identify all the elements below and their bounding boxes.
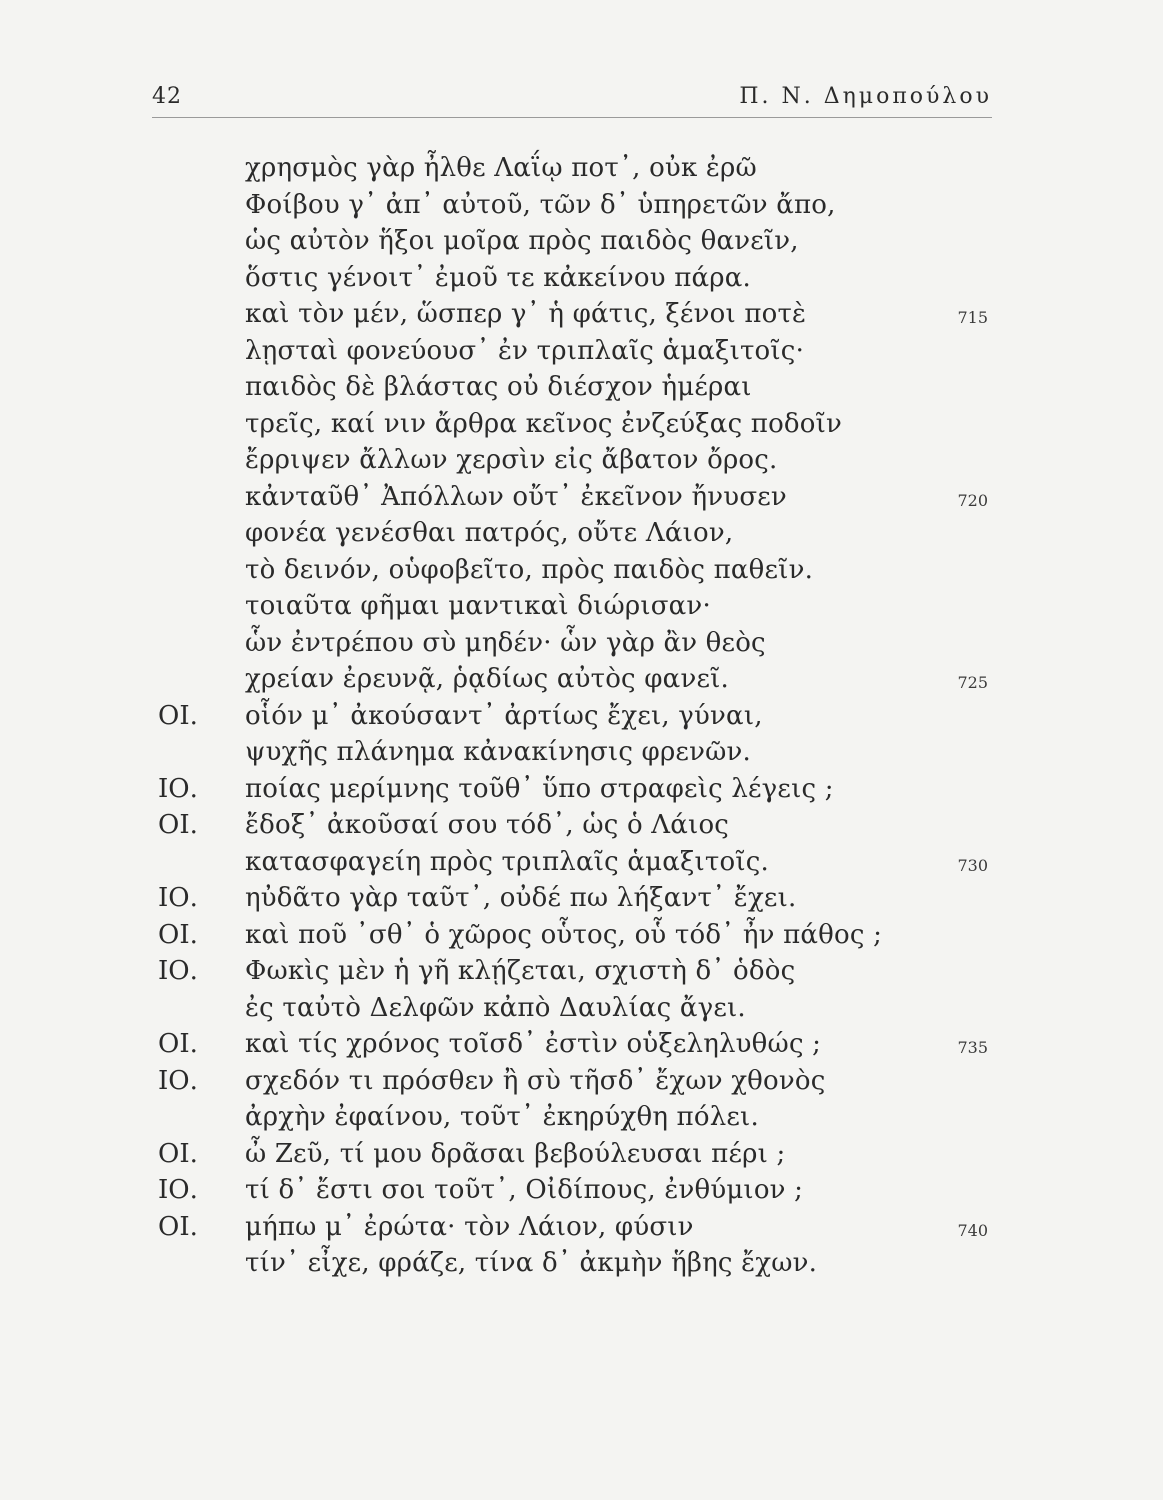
verse-text: τὸ δεινόν, οὑφοβεῖτο, πρὸς παιδὸς παθεῖν. <box>245 554 814 585</box>
verse-line <box>0 734 1163 771</box>
verse-text: καὶ ποῦ ᾽σθ᾽ ὁ χῶρος οὗτος, οὗ τόδ᾽ ἦν πάθος ; <box>245 919 883 950</box>
line-number: 720 <box>957 490 988 510</box>
verse-text: κἀνταῦθ᾽ Ἀπόλλων οὔτ᾽ ἐκεῖνον ἤνυσεν <box>245 481 787 512</box>
verse-line <box>0 807 1163 844</box>
verse-text: ποίας μερίμνης τοῦθ᾽ ὕπο στραφεὶς λέγεις ; <box>245 773 834 804</box>
speaker-label: ΟΙ. <box>158 810 198 840</box>
speaker-label: ΙΟ. <box>158 956 198 986</box>
verse-line <box>0 150 1163 187</box>
verse-text: Φοίβου γ᾽ ἀπ᾽ αὐτοῦ, τῶν δ᾽ ὑπηρετῶν ἄπο, <box>245 189 836 220</box>
speaker-label: ΟΙ. <box>158 1211 198 1242</box>
verse-line <box>0 1026 1163 1063</box>
line-number: 725 <box>957 673 988 692</box>
verse-text: χρησμὸς γὰρ ἦλθε Λαΐῳ ποτ᾽, οὐκ ἐρῶ <box>245 153 757 183</box>
verse-line <box>0 1245 1163 1282</box>
running-head: Π. Ν. Δημοπούλου <box>739 84 992 109</box>
verse-text: ὅστις γένοιτ᾽ ἐμοῦ τε κἀκείνου πάρα. <box>245 262 752 293</box>
verse-text: ἔδοξ᾽ ἀκοῦσαί σου τόδ᾽, ὡς ὁ Λάιος <box>245 810 730 840</box>
verse-line <box>0 1209 1163 1246</box>
verse-text: ἀρχὴν ἐφαίνου, τοῦτ᾽ ἐκηρύχθη πόλει. <box>245 1102 759 1132</box>
verse-line <box>0 369 1163 406</box>
verse-text: φονέα γενέσθαι πατρός, οὔτε Λάιον, <box>245 518 734 548</box>
header-rule <box>152 117 992 118</box>
verse-line <box>0 442 1163 479</box>
verse-text: χρείαν ἐρευνᾷ, ῥᾳδίως αὐτὸς φανεῖ. <box>245 664 729 694</box>
verse-line <box>0 990 1163 1027</box>
verse-line <box>0 661 1163 698</box>
page-header <box>152 84 992 118</box>
verse-body <box>0 150 1163 1282</box>
verse-text: ὡς αὐτὸν ἥξοι μοῖρα πρὸς παιδὸς θανεῖν, <box>245 226 799 256</box>
speaker-label: ΙΟ. <box>158 1175 198 1205</box>
speaker-label: ΙΟ. <box>158 1065 198 1096</box>
verse-text: κατασφαγείη πρὸς τριπλαῖς ἁμαξιτοῖς. <box>245 846 769 877</box>
verse-line <box>0 187 1163 224</box>
verse-line <box>0 698 1163 735</box>
verse-line <box>0 479 1163 516</box>
speaker-label: ΙΟ. <box>158 883 198 913</box>
verse-line <box>0 953 1163 990</box>
verse-line <box>0 917 1163 954</box>
verse-line <box>0 844 1163 881</box>
speaker-label: ΟΙ. <box>158 1029 198 1059</box>
verse-line <box>0 552 1163 589</box>
verse-text: ὧν ἐντρέπου σὺ μηδέν· ὧν γὰρ ἂν θεὸς <box>245 627 766 658</box>
line-number: 735 <box>957 1038 988 1057</box>
verse-text: σχεδόν τι πρόσθεν ἢ σὺ τῆσδ᾽ ἔχων χθονὸς <box>245 1065 826 1096</box>
speaker-label: ΙΟ. <box>158 773 198 804</box>
verse-line <box>0 1099 1163 1136</box>
verse-line <box>0 333 1163 370</box>
verse-text: καὶ τίς χρόνος τοῖσδ᾽ ἐστὶν οὑξεληλυθώς ; <box>245 1029 822 1059</box>
speaker-label: ΟΙ. <box>158 1138 198 1169</box>
verse-text: τοιαῦτα φῆμαι μαντικαὶ διώρισαν· <box>245 591 711 621</box>
line-number: 715 <box>957 308 988 327</box>
line-number: 740 <box>957 1220 988 1240</box>
verse-line <box>0 296 1163 333</box>
verse-line <box>0 260 1163 297</box>
verse-line <box>0 1172 1163 1209</box>
verse-line <box>0 1136 1163 1173</box>
page-number: 42 <box>152 84 182 109</box>
verse-line <box>0 1063 1163 1100</box>
verse-text: τί δ᾽ ἔστι σοι τοῦτ᾽, Οἰδίπους, ἐνθύμιον ; <box>245 1175 804 1205</box>
verse-text: ἐς ταὐτὸ Δελφῶν κἀπὸ Δαυλίας ἄγει. <box>245 992 746 1023</box>
verse-line <box>0 625 1163 662</box>
verse-text: ψυχῆς πλάνημα κἀνακίνησις φρενῶν. <box>245 737 751 767</box>
verse-text: Φωκὶς μὲν ἡ γῆ κλῄζεται, σχιστὴ δ᾽ ὁδὸς <box>245 956 796 986</box>
verse-line <box>0 771 1163 808</box>
verse-line <box>0 223 1163 260</box>
verse-text: μήπω μ᾽ ἐρώτα· τὸν Λάιον, φύσιν <box>245 1211 694 1242</box>
verse-line <box>0 880 1163 917</box>
line-number: 730 <box>957 855 988 875</box>
verse-text: οἷόν μ᾽ ἀκούσαντ᾽ ἀρτίως ἔχει, γύναι, <box>245 700 763 731</box>
verse-text: λῃσταὶ φονεύουσ᾽ ἐν τριπλαῖς ἁμαξιτοῖς· <box>245 335 805 366</box>
speaker-label: ΟΙ. <box>158 700 198 731</box>
verse-text: ἔρριψεν ἄλλων χερσὶν εἰς ἄβατον ὄρος. <box>245 445 778 475</box>
verse-text: παιδὸς δὲ βλάστας οὐ διέσχον ἡμέραι <box>245 372 752 402</box>
verse-line <box>0 588 1163 625</box>
verse-text: τίν᾽ εἶχε, φράζε, τίνα δ᾽ ἀκμὴν ἥβης ἔχων. <box>245 1248 818 1278</box>
verse-line <box>0 406 1163 443</box>
verse-text: ὦ Ζεῦ, τί μου δρᾶσαι βεβούλευσαι πέρι ; <box>245 1138 786 1169</box>
verse-text: καὶ τὸν μέν, ὥσπερ γ᾽ ἡ φάτις, ξένοι ποτὲ <box>245 299 807 329</box>
verse-text: ηὐδᾶτο γὰρ ταῦτ᾽, οὐδέ πω λήξαντ᾽ ἔχει. <box>245 883 797 913</box>
verse-text: τρεῖς, καί νιν ἄρθρα κεῖνος ἐνζεύξας ποδοῖν <box>245 408 843 439</box>
speaker-label: ΟΙ. <box>158 919 198 950</box>
verse-line <box>0 515 1163 552</box>
